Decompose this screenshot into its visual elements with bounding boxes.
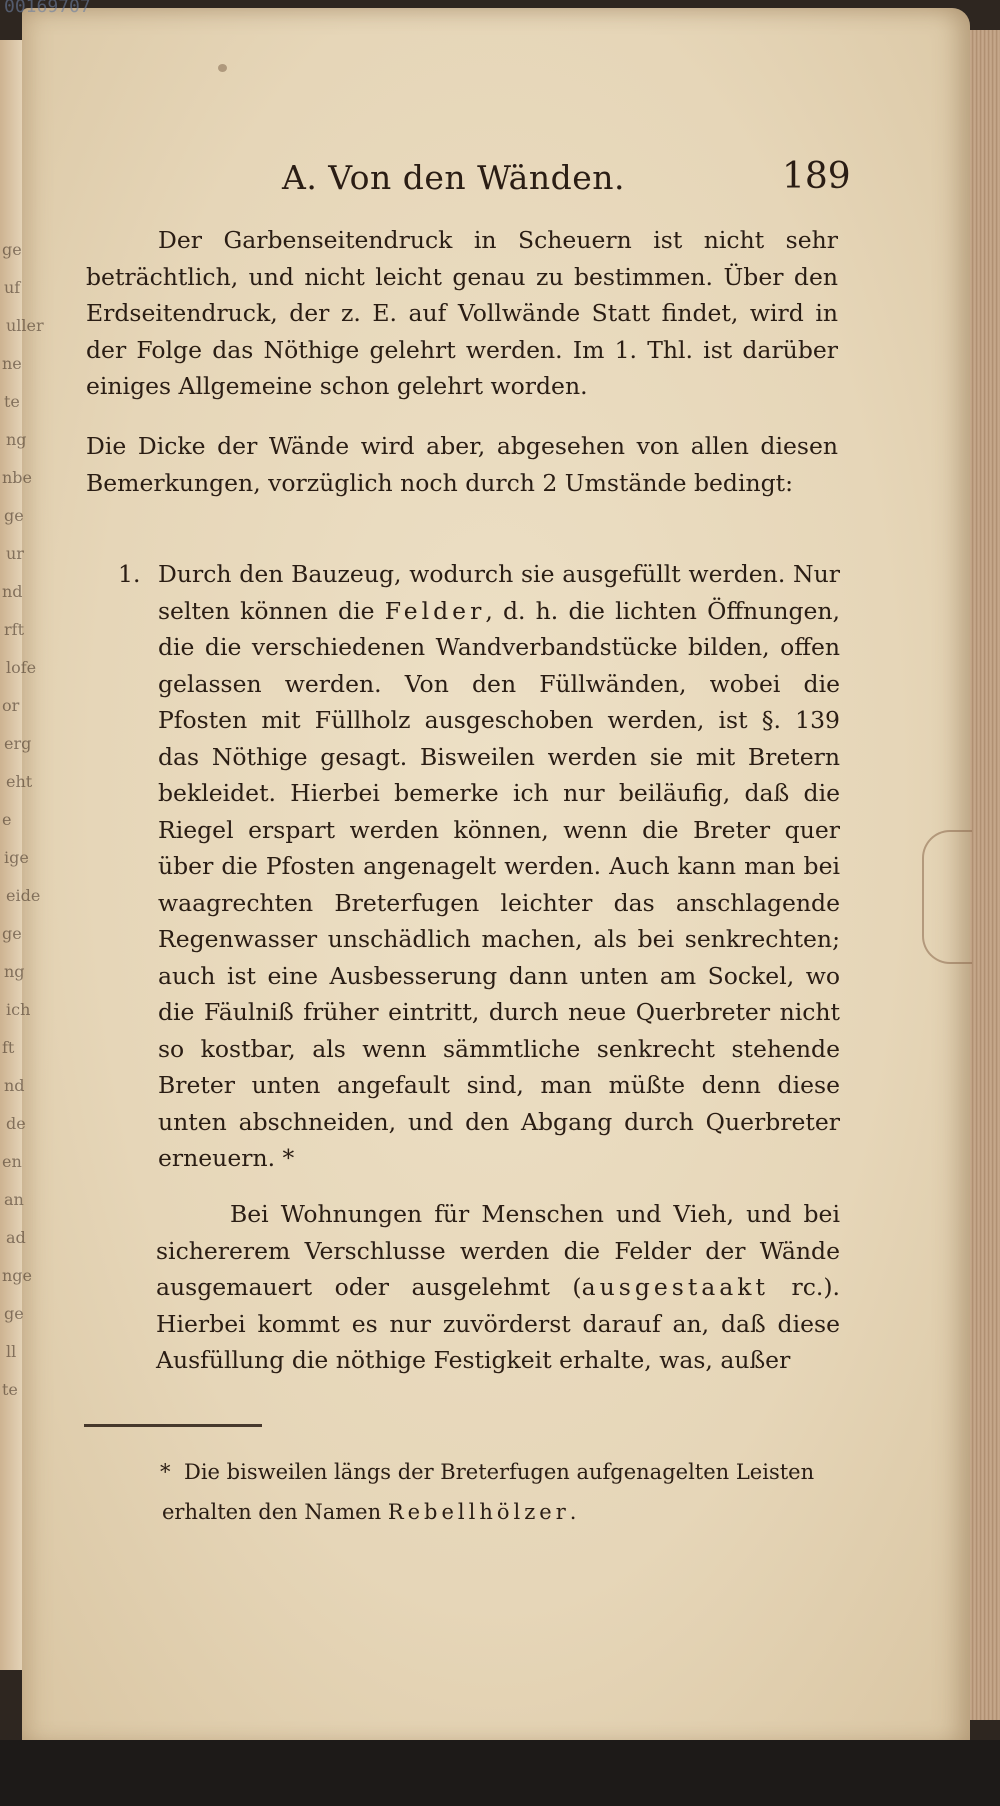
footnote-part-a: Die bisweilen längs der Breterfugen aufgenagelten Leisten erhalten den Namen <box>162 1460 815 1524</box>
facing-page-fragment: rft <box>4 620 24 639</box>
facing-page-fragment: ge <box>4 506 24 525</box>
paragraph-4-part-b: rc.). Hierbei kommt es nur zuvörderst darauf an, daß diese Ausfüllung die nöthige Festigkeit erhalte, was, außer <box>156 1273 840 1374</box>
facing-page-fragment: ll <box>6 1342 17 1361</box>
paragraph-4-part-a: Bei Wohnungen für Menschen und Vieh, und bei sichererem Verschlusse werden die Felder der Wände ausgemauert oder ausgelehmt ( <box>156 1200 840 1301</box>
facing-page-fragment: ng <box>6 430 27 449</box>
paragraph-3-part-a: Durch den Bauzeug, wodurch sie ausgefüllt werden. Nur selten können die <box>158 560 840 625</box>
footnote-mark: * <box>160 1460 171 1484</box>
spaced-term-ausgestaakt: ausgestaakt <box>581 1273 769 1301</box>
facing-page-fragment: ige <box>4 848 29 867</box>
footnote-part-b: . <box>569 1500 577 1524</box>
facing-page-fragment: ad <box>6 1228 26 1247</box>
facing-page-fragment: en <box>2 1152 22 1171</box>
paragraph-3-part-b: , d. h. die lichten Öffnungen, die die verschiedenen Wandverbandstücke bilden, offen gelassen werden. Von den Füllwänden, wobei die Pfosten mit Füllholz ausgeschoben werden, ist §. 139 das Nöthige gesagt. Bisweilen werden sie mit Bretern bekleidet. Hierbei bemerke ich nur beiläufig, daß die Riegel erspart werden können, wenn die Breter quer über die Pfosten angenagelt werden. Auch kann man bei waagrechten Breterfugen leichter das anschlagende Regenwasser unschädlich machen, als bei senkrechten; auch ist eine Ausbesserung dann unten am Sockel, wo die Fäulniß früher eintritt, durch neue Querbreter nicht so kostbar, als wenn sämmtliche senkrecht stehende Breter unten angefault sind, man müßte denn diese unten abschneiden, und den Abgang durch Querbreter erneuern. * <box>158 596 841 1172</box>
paragraph-1: Der Garbenseitendruck in Scheuern ist nicht sehr beträchtlich, und nicht leicht genau zu bestimmen. Über den Erdseitendruck, der z. E. auf Vollwände Statt findet, wird in der Folge das Nöthige gelehrt werden. Im 1. Thl. ist darüber einiges Allgemeine schon gelehrt worden. <box>86 226 838 400</box>
facing-page-fragment: uller <box>6 316 44 335</box>
facing-page-fragment: ich <box>6 1000 31 1019</box>
facing-page-fragment: ur <box>6 544 24 563</box>
facing-page-fragment: ft <box>2 1038 15 1057</box>
facing-page-fragment: ge <box>4 1304 24 1323</box>
facing-page-fragment: de <box>6 1114 26 1133</box>
facing-page-fragment: or <box>2 696 20 715</box>
facing-page-fragment: te <box>2 1380 18 1399</box>
page-clasp-mark <box>922 830 972 964</box>
paragraph-2: Die Dicke der Wände wird aber, abgesehen von allen diesen Bemerkungen, vorzüglich noch durch 2 Umstände bedingt: <box>86 432 838 497</box>
facing-page-fragment: eht <box>6 772 33 791</box>
facing-page-fragment: uf <box>4 278 21 297</box>
running-head <box>0 158 1000 208</box>
facing-page-fragment: erg <box>4 734 32 753</box>
page-number: 189 <box>782 156 851 197</box>
facing-page-fragment: nd <box>4 1076 25 1095</box>
paper-spot <box>218 64 227 72</box>
facing-page-fragment: an <box>4 1190 24 1209</box>
scan-id: 00169707 <box>4 0 91 17</box>
facing-page-fragment: nbe <box>2 468 33 487</box>
facing-page-fragment: ng <box>4 962 25 981</box>
running-head-title: A. Von den Wänden. <box>282 158 625 197</box>
footnote <box>162 1452 844 1532</box>
spaced-term-rebellhoelzer: Rebellhölzer <box>387 1500 570 1524</box>
scan-bottom-border <box>0 1740 1000 1806</box>
facing-page-fragment: nd <box>2 582 23 601</box>
facing-page-fragment: ge <box>2 924 22 943</box>
facing-page-fragment: ge <box>2 240 22 259</box>
facing-page-fragment: ne <box>2 354 22 373</box>
spaced-term-felder: Felder <box>384 596 486 625</box>
list-number-1: 1. <box>118 560 141 588</box>
facing-page-fragment: nge <box>2 1266 33 1285</box>
paragraph-4 <box>156 1196 840 1379</box>
paragraph-3 <box>158 556 840 1177</box>
footnote-rule <box>84 1424 262 1427</box>
facing-page-fragment: eide <box>6 886 41 905</box>
facing-page-fragment: lofe <box>6 658 37 677</box>
facing-page-fragment: te <box>4 392 20 411</box>
facing-page-fragment: e <box>2 810 12 829</box>
